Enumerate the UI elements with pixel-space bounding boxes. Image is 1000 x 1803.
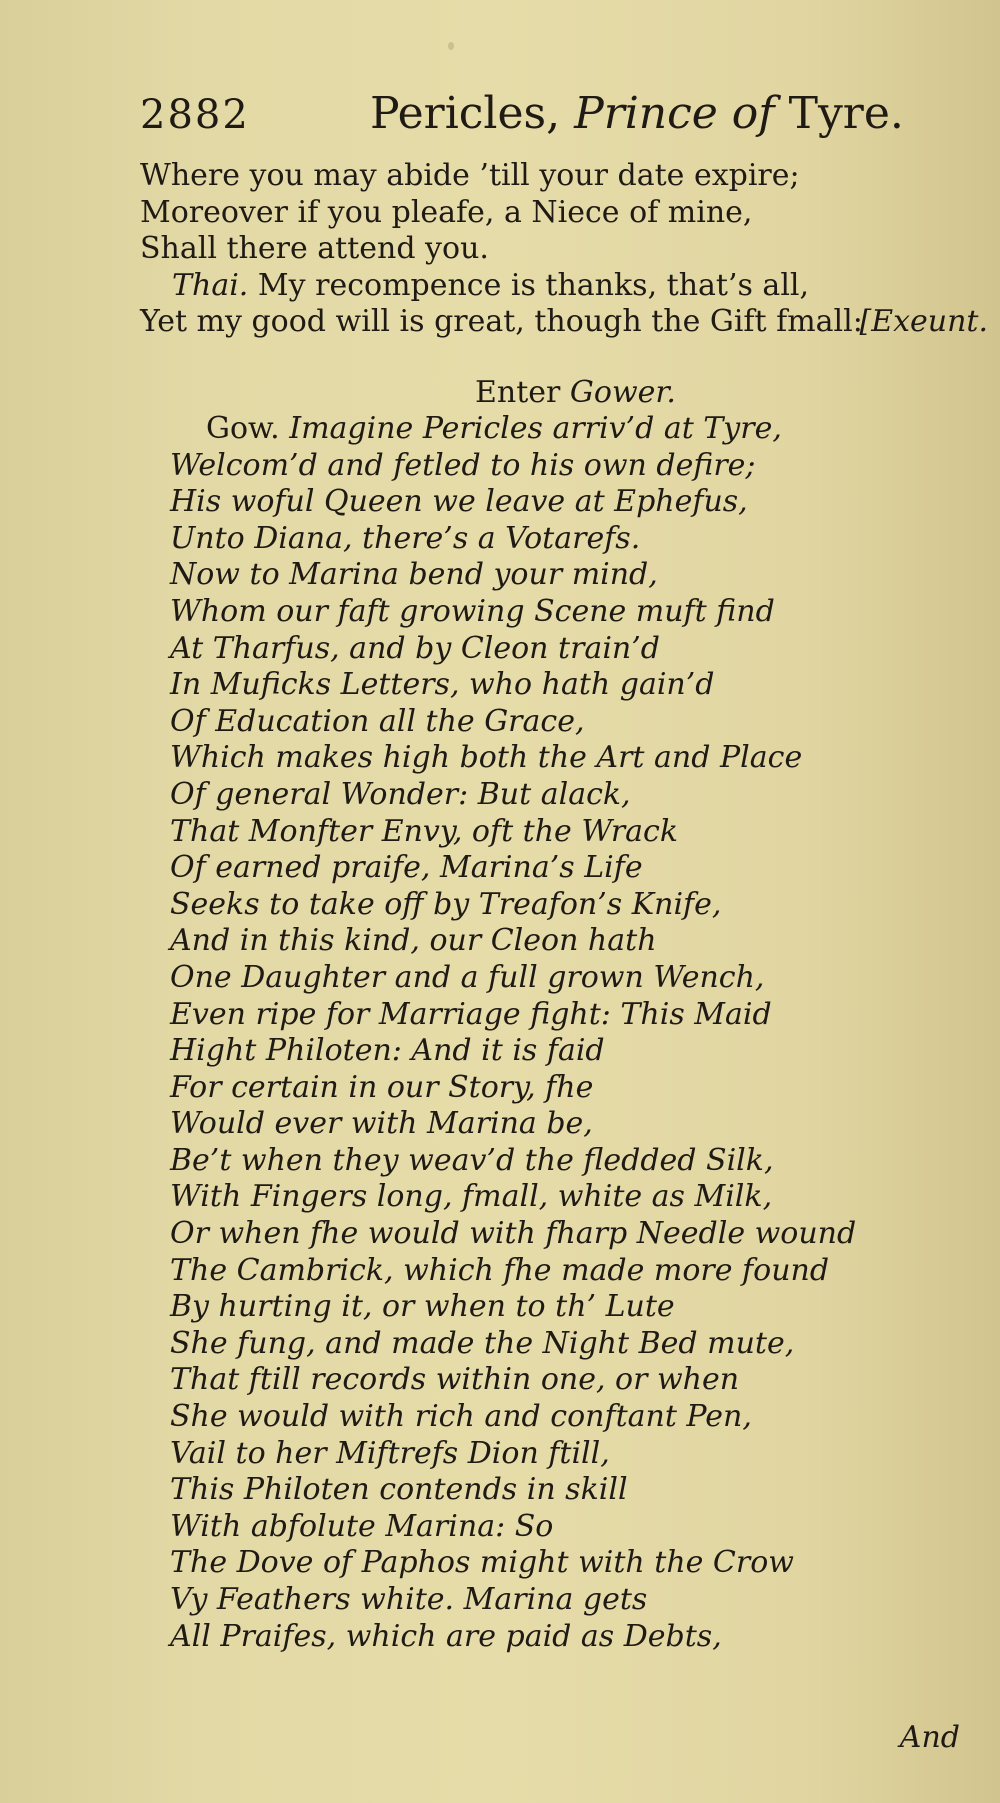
verse-line: Unto Diana, there’s a Votarefs.	[170, 520, 641, 556]
verse-line: Be’t when they weav’d the fledded Silk,	[170, 1142, 774, 1178]
title-pericles: Pericles,	[370, 88, 561, 139]
verse-line: Hight Philoten: And it is faid	[170, 1033, 605, 1069]
verse-line: Vy Feathers white. Marina gets	[170, 1582, 648, 1617]
verse-line: Which makes high both the Art and Place	[170, 740, 803, 776]
verse-line: At Tharfus, and by Cleon train’d	[170, 630, 660, 666]
thaisa-line-1: My recompence is thanks, that’s all,	[257, 267, 810, 303]
verse-line: She fung, and made the Night Bed mute,	[170, 1325, 795, 1361]
verse-line: And in this kind, our Cleon hath	[170, 923, 657, 959]
running-header	[0, 88, 1000, 148]
verse-line: Would ever with Marina be,	[170, 1106, 593, 1142]
thaisa-speech-line	[140, 304, 988, 341]
verse-line: The Dove of Paphos might with the Crow	[170, 1545, 794, 1581]
verse-line: One Daughter and a full grown Wench,	[170, 959, 765, 995]
title-prince-of: Prince of	[574, 88, 775, 139]
verse-line: His woful Queen we leave at Ephefus,	[170, 484, 748, 520]
verse-line: That ftill records within one, or when	[170, 1362, 740, 1398]
dialogue-line: Shall there attend you.	[140, 231, 489, 266]
title-tyre: Tyre.	[788, 88, 904, 139]
verse-line: With Fingers long, fmall, white as Milk,	[170, 1179, 773, 1215]
verse-line: With abfolute Marina: So	[170, 1508, 554, 1544]
verse-line: In Muficks Letters, who hath gain’d	[170, 667, 715, 703]
verse-line: Of earned praife, Marina’s Life	[170, 850, 643, 886]
running-title	[370, 88, 904, 139]
stage-name: Gower.	[569, 374, 676, 410]
verse-line: For certain in our Story, fhe	[170, 1069, 594, 1105]
verse-line: Gow. Imagine Pericles arriv’d at Tyre,	[206, 411, 782, 446]
verse-line: Even ripe for Marriage fight: This Maid	[170, 996, 772, 1032]
verse-line: She would with rich and conftant Pen,	[170, 1399, 752, 1435]
catchword: And	[899, 1720, 960, 1755]
page-number: 2882	[140, 92, 250, 138]
speaker-thaisa: Thai.	[172, 267, 249, 303]
dialogue-line: Moreover if you pleafe, a Niece of mine,	[140, 194, 753, 230]
verse-line: That Monfter Envy, oft the Wrack	[170, 813, 679, 849]
verse-line: Vail to her Miftrefs Dion ftill,	[170, 1435, 610, 1471]
verse-line: Of general Wonder: But alack,	[170, 776, 631, 812]
thaisa-line-2: Yet my good will is great, though the Gift fmall:	[140, 304, 863, 339]
verse-line: Of Education all the Grace,	[170, 703, 585, 739]
verse-line: Now to Marina bend your mind,	[170, 557, 658, 593]
verse-line: Welcom’d and fetled to his own defire;	[170, 447, 756, 483]
verse-line: Seeks to take off by Treafon’s Knife,	[170, 886, 722, 922]
text-body	[140, 158, 988, 1655]
verse-line: All Praifes, which are paid as Debts,	[170, 1618, 722, 1654]
exeunt-direction: [Exeunt.	[859, 304, 988, 339]
stage-direction	[140, 375, 980, 412]
verse-line: By hurting it, or when to th’ Lute	[170, 1289, 675, 1325]
verse-line: The Cambrick, which fhe made more found	[170, 1252, 830, 1288]
page-stain	[448, 42, 454, 50]
stage-enter: Enter	[475, 374, 561, 410]
verse-line: Whom our faft growing Scene muft find	[170, 593, 775, 629]
dialogue-line: Where you may abide ’till your date expire;	[140, 158, 800, 193]
gower-verse	[140, 411, 980, 1655]
speaker-gower: Gow.	[206, 411, 280, 446]
thaisa-speech-line	[140, 268, 980, 305]
verse-line: This Philoten contends in skill	[170, 1472, 628, 1508]
verse-line: Or when fhe would with fharp Needle wound	[170, 1216, 857, 1252]
